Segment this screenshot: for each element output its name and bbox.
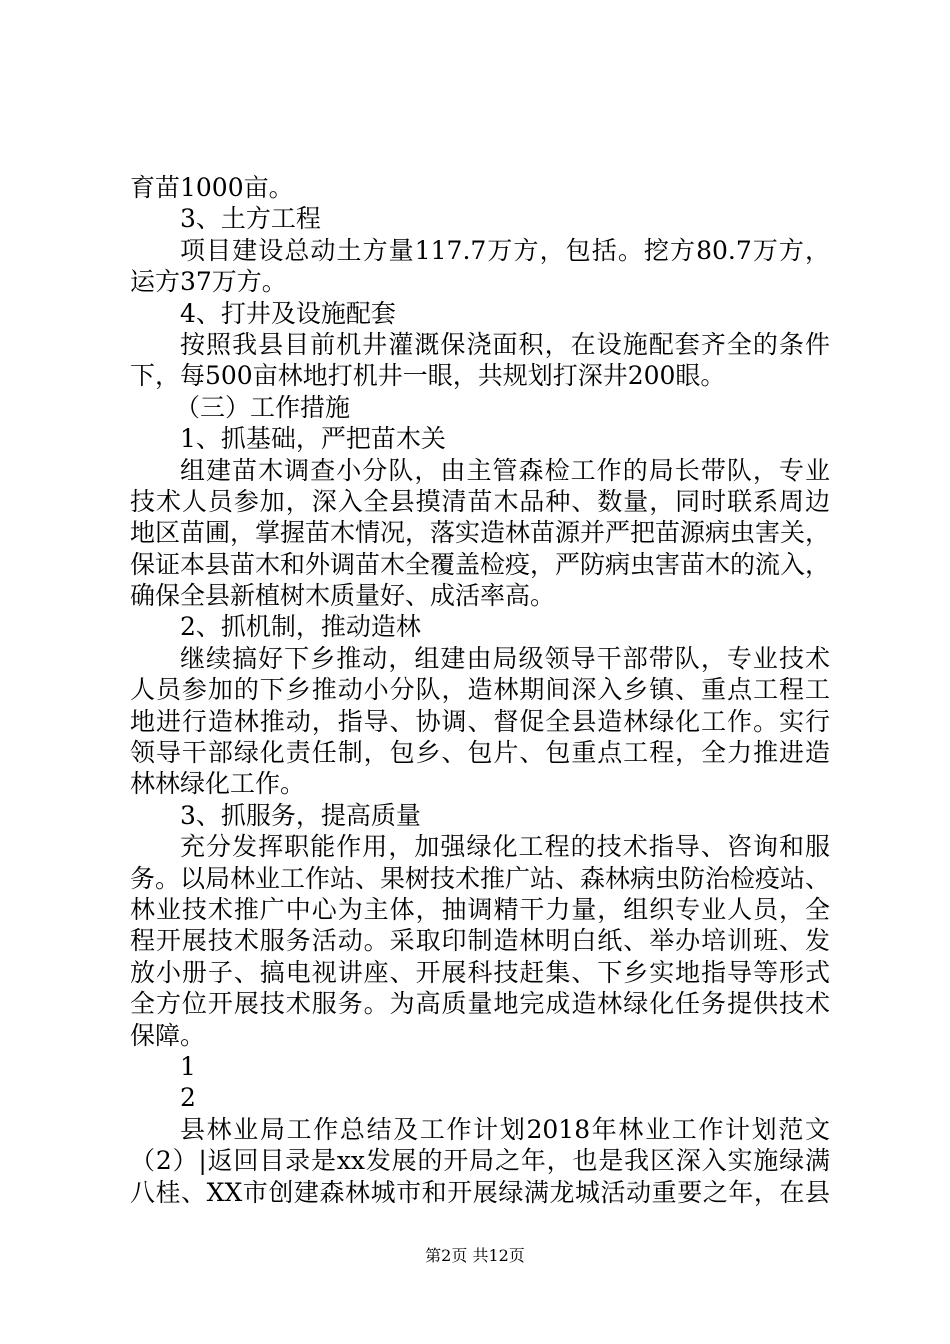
page-footer [0, 1246, 950, 1266]
paragraph-line: 林林绿化工作。 [130, 769, 306, 799]
paragraph-line: 保障。 [130, 1020, 206, 1050]
list-number: 1 [180, 1051, 196, 1081]
section-heading: 4、打井及设施配套 [180, 298, 396, 328]
paragraph-line: 确保全县新植树木质量好、成活率高。 [130, 581, 556, 611]
document-body [130, 172, 830, 1208]
paragraph-line: 地进行造林推动，指导、协调、督促全县造林绿化工作。实行 [130, 706, 830, 736]
paragraph-line: 领导干部绿化责任制，包乡、包片、包重点工程，全力推进造 [130, 738, 830, 768]
section-heading: 3、抓服务，提高质量 [180, 800, 421, 830]
paragraph-line: 县林业局工作总结及工作计划2018年林业工作计划范文 [180, 1114, 830, 1144]
paragraph-line: 下，每500亩林地打机井一眼，共规划打深井200眼。 [130, 361, 726, 391]
paragraph-line: 按照我县目前机井灌溉保浇面积，在设施配套齐全的条件 [180, 329, 830, 359]
paragraph-line: 程开展技术服务活动。采取印制造林明白纸、举办培训班、发 [130, 926, 830, 956]
paragraph-line: 育苗1000亩。 [130, 173, 294, 202]
paragraph-line: 运方37万方。 [130, 267, 287, 297]
paragraph-line: 组建苗木调查小分队，由主管森检工作的局长带队，专业 [180, 455, 830, 485]
paragraph-line: 八桂、XX市创建森林城市和开展绿满龙城活动重要之年，在县 [130, 1177, 830, 1207]
paragraph-line: 务。以局林业工作站、果树技术推广站、森林病虫防治检疫站、 [130, 863, 831, 893]
paragraph-line: 放小册子、搞电视讲座、开展科技赶集、下乡实地指导等形式 [130, 957, 830, 987]
section-heading: （三）工作措施 [175, 392, 351, 422]
paragraph-line: 地区苗圃，掌握苗木情况，落实造林苗源并严把苗源病虫害关， [130, 518, 831, 548]
paragraph-line: 充分发挥职能作用，加强绿化工程的技术指导、咨询和服 [180, 832, 830, 862]
paragraph-line: 技术人员参加，深入全县摸清苗木品种、数量，同时联系周边 [130, 486, 830, 516]
page-number-label: 第2页 共12页 [425, 1246, 525, 1265]
paragraph-line: 保证本县苗木和外调苗木全覆盖检疫，严防病虫害苗木的流入， [130, 549, 831, 579]
paragraph-line: 继续搞好下乡推动，组建由局级领导干部带队，专业技术 [180, 643, 830, 673]
paragraph-line: 项目建设总动土方量117.7万方，包括。挖方80.7万方， [180, 235, 830, 265]
paragraph-line: 林业技术推广中心为主体，抽调精干力量，组织专业人员，全 [130, 894, 830, 924]
paragraph-line: （2）|返回目录是xx发展的开局之年，也是我区深入实施绿满 [130, 1146, 830, 1176]
paragraph-line: 全方位开展技术服务。为高质量地完成造林绿化任务提供技术 [130, 989, 830, 1019]
section-heading: 1、抓基础，严把苗木关 [180, 424, 446, 454]
list-number: 2 [180, 1083, 196, 1113]
section-heading: 2、抓机制，推动造林 [180, 612, 421, 642]
paragraph-line: 人员参加的下乡推动小分队，造林期间深入乡镇、重点工程工 [130, 675, 830, 705]
section-heading: 3、土方工程 [180, 204, 321, 234]
